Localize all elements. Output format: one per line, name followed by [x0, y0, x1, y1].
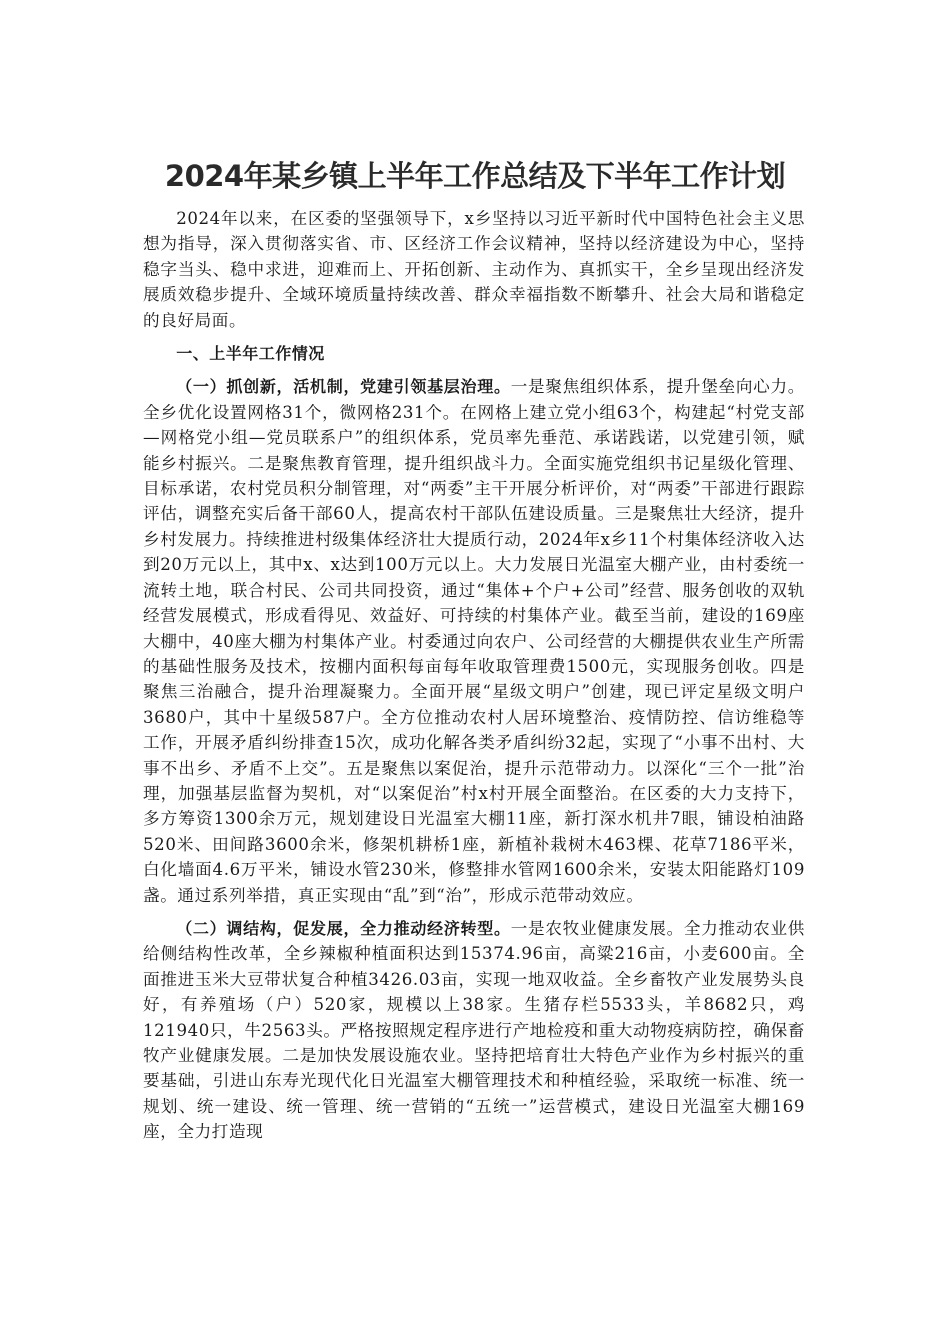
subsection-2-paragraph — [143, 916, 805, 1145]
subsection-1-text: 一是聚焦组织体系，提升堡垒向心力。全乡优化设置网格31个，微网格231个。在网格上建立党小组63个，构建起“村党支部—网格党小组—党员联系户”的组织体系，党员率先垂范、承诺践诺，以党建引领，赋能乡村振兴。二是聚焦教育管理，提升组织战斗力。全面实施党组织书记星级化管理、目标承诺，农村党员积分制管理，对“两委”主干开展分析评价，对“两委”干部进行跟踪评估，调整充实后备干部60人，提高农村干部队伍建设质量。三是聚焦壮大经济，提升乡村发展力。持续推进村级集体经济壮大提质行动，2024年x乡11个村集体经济收入达到20万元以上，其中x、x达到100万元以上。大力发展日光温室大棚产业，由村委统一流转土地，联合村民、公司共同投资，通过“集体+个户+公司”经营、服务创收的双轨经营发展模式，形成看得见、效益好、可持续的村集体产业。截至当前，建设的169座大棚中，40座大棚为村集体产业。村委通过向农户、公司经营的大棚提供农业生产所需的基础性服务及技术，按棚内面积每亩每年收取管理费1500元，实现服务创收。四是聚焦三治融合，提升治理凝聚力。全面开展“星级文明户”创建，现已评定星级文明户3680户，其中十星级587户。全方位推动农村人居环境整治、疫情防控、信访维稳等工作，开展矛盾纠纷排查15次，成功化解各类矛盾纠纷32起，实现了“小事不出村、大事不出乡、矛盾不上交”。五是聚焦以案促治，提升示范带动力。以深化“三个一批”治理，加强基层监督为契机，对“以案促治”村x村开展全面整治。在区委的大力支持下，多方筹资1300余万元，规划建设日光温室大棚11座，新打深水机井7眼，铺设柏油路520米、田间路3600余米，修架机耕桥1座，新植补栽树木463棵、花草7186平米，白化墙面4.6万平米，铺设水管230米，修整排水管网1600余米，安装太阳能路灯109盏。通过系列举措，真正实现由“乱”到“治”，形成示范带动效应。 — [143, 377, 805, 905]
subsection-1-paragraph — [143, 374, 805, 908]
subsection-1-heading: （一）抓创新，活机制，党建引领基层治理。 — [176, 377, 511, 397]
document-title: 2024年某乡镇上半年工作总结及下半年工作计划 — [164, 159, 786, 193]
section-heading-paragraph — [143, 341, 805, 366]
subsection-2-heading: （二）调结构，促发展，全力推动经济转型。 — [176, 918, 511, 938]
section-heading: 一、上半年工作情况 — [176, 344, 325, 364]
intro-paragraph: 2024年以来，在区委的坚强领导下，x乡坚持以习近平新时代中国特色社会主义思想为指导，深入贯彻落实省、市、区经济工作会议精神，坚持以经济建设为中心，坚持稳字当头、稳中求进，迎难而上、开拓创新、主动作为、真抓实干，全乡呈现出经济发展质效稳步提升、全域环境质量持续改善、群众幸福指数不断攀升、社会大局和谐稳定的良好局面。 — [143, 209, 805, 330]
subsection-2-text: 一是农牧业健康发展。全力推动农业供给侧结构性改革，全乡辣椒种植面积达到15374.96亩，高粱216亩，小麦600亩。全面推进玉米大豆带状复合种植3426.03亩，实现一地双收益。全乡畜牧产业发展势头良好，有养殖场（户）520家，规模以上38家。生猪存栏5533头，羊8682只，鸡121940只，牛2563头。严格按照规定程序进行产地检疫和重大动物疫病防控，确保畜牧产业健康发展。二是加快发展设施农业。坚持把培育壮大特色产业作为乡村振兴的重要基础，引进山东寿光现代化日光温室大棚管理技术和种植经验，采取统一标准、统一规划、统一建设、统一管理、统一营销的“五统一”运营模式，建设日光温室大棚169座，全力打造现 — [143, 918, 805, 1142]
document-body — [143, 206, 805, 1145]
